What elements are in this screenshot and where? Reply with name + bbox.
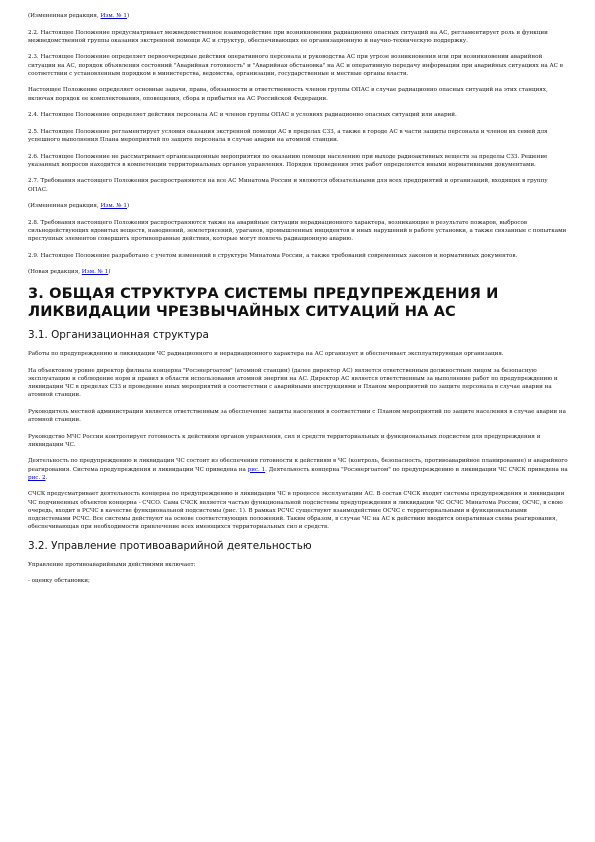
paragraph-2-5: 2.5. Настоящее Положение регламентирует условия оказания экстренной помощи АС в пределах СЗЗ, а также в городе АС в части защиты персонала и членов их семей для успешного выполнения Плана мероприятий по защите персонала в случае аварии на атомной станции. — [28, 128, 548, 143]
paragraph-3-1-a: Работы по предупреждению и ликвидации ЧС радиационного и нерадиационного характера на АС организует и обеспечивает эксплуатирующая организация. — [28, 350, 504, 357]
subsection-3-1-heading: 3.1. Организационная структура — [28, 328, 209, 341]
paragraph-2-2: 2.2. Настоящее Положение предусматривает межведомственное взаимодействие при возникновении радиационно опасных ситуаций на АС, регламентирует роль и функции межведомственной группы оказания экстренной помощи АС и структур, обеспечивающих ее организационную и научно-техническую поддержку. — [28, 29, 548, 44]
paragraph-text: . Деятельность концерна "Росэнергоатом" по предупреждению и ликвидации ЧС СЧСК приведена на — [265, 466, 568, 473]
amendment-link[interactable]: Изм. № 1 — [100, 13, 127, 19]
paragraph-3-1-f: СЧСК предусматривает деятельность концерна по предупреждению и ликвидации ЧС в процессе эксплуатации АС. В состав СЧСК входят системы предупреждения и ликвидации ЧС подчиненных объектов концерна - СЧСО. Сама СЧСК является частью функциональной подсистемы предупреждения и ликвидации ЧС ОСЧС Минатома России, ОСЧС, в свою очередь, входит в РСЧС в качестве функциональной подсистемы (рис. 1). В рамках РСЧС существуют взаимодействие ОСЧС с территориальными и функциональными подсистемами РСЧС. Все системы действуют на основе соответствующих положений. Таким образом, в случае ЧС на АС к действию вводится оперативная схема реагирования, обеспечивающая при необходимости привлечение всех имеющихся территориальных сил и средств. — [28, 491, 565, 531]
figure-2-link[interactable]: рис. 2 — [28, 474, 46, 481]
paragraph-text: Деятельность по предупреждению и ликвидации ЧС состоит из обеспечения готовности к действиям в ЧС (контроль, безопасность, противоаварийное планирование) и аварийного реагирования. Система предупреждения и ликвидации ЧС приведена на — [28, 458, 568, 473]
paragraph-2-9: 2.9. Настоящее Положение разработано с учетом изменений в структуре Минатома России, а также требований современных законов и нормативных документов. — [28, 252, 518, 259]
revision-note-text: (Новая редакция, — [28, 269, 82, 276]
document-page — [28, 12, 568, 594]
paragraph-2-8: 2.8. Требования настоящего Положения распространяются также на аварийные ситуации нерадиационного характера, возникающие в результате пожаров, выбросов сильнодействующих ядовитых веществ, наводнений, землетрясений, ураганов, промышленных инцидентов и иных нарушений в работе установки, а также связанные с попытками преступных элементов совершить противоправные действия, которые могут повлечь радиационную аварию. — [28, 219, 567, 243]
paragraph-text: . — [45, 474, 48, 481]
amendment-link[interactable]: Изм. № 1 — [81, 269, 109, 276]
revision-note-text: ) — [108, 269, 111, 276]
subsection-3-2-heading: 3.2. Управление противоаварийной деятельностью — [28, 539, 312, 552]
paragraph-3-2-a: Управление противоаварийными действиями включает: — [28, 561, 196, 568]
paragraph-2-7: 2.7. Требования настоящего Положения распространяются на все АС Минатома России и являются обязательными для всех предприятий и организаций, входящих в группу ОПАС. — [28, 178, 548, 193]
revision-note — [28, 268, 568, 276]
paragraph-2-6: 2.6. Настоящее Положение не рассматривает организационные мероприятия по оказанию помощи населению при выходе радиоактивных веществ за пределы СЗЗ. Решение указанных вопросов находится в компетенции территориальных органов управления. Порядок проведения этих работ определяется иными нормативными документами. — [28, 153, 548, 168]
revision-note-text: (Измененная редакция, — [28, 203, 101, 210]
revision-note — [28, 12, 568, 20]
revision-note-text: ) — [126, 13, 130, 19]
paragraph-3-1-d: Руководство МЧС России контролирует готовность к действиям органов управления, сил и средств территориальных и функциональных подсистем для предупреждения и ликвидации ЧС. — [28, 433, 541, 448]
paragraph-3-1-e — [28, 457, 568, 482]
revision-note-text: (Измененная редакция, — [28, 13, 101, 19]
paragraph-2-4: 2.4. Настоящее Положение определяет действия персонала АС и членов группы ОПАС в условиях радиационно опасных ситуаций или аварий. — [28, 112, 457, 119]
amendment-link[interactable]: Изм. № 1 — [100, 203, 127, 210]
revision-note-text: ) — [126, 203, 130, 210]
paragraph-3-1-c: Руководитель местной администрации является ответственным за обеспечение защиты населения в соответствии с Планом мероприятий по защите населения в случае аварии на атомной станции. — [28, 408, 566, 423]
paragraph-opas: Настоящее Положение определяет основные задачи, права, обязанности и ответственность членов группы ОПАС в случае радиационно опасных ситуаций на этих станциях, включая порядок ее комплектования, оповещения, сбора и прибытия на АС Российской Федерации. — [28, 87, 548, 102]
paragraph-3-2-b: - оценку обстановки; — [28, 578, 90, 585]
revision-note — [28, 202, 568, 210]
paragraph-3-1-b: На объектовом уровне директор филиала концерна "Росэнергоатом" (атомной станции) (далее директор АС) является ответственным должностным лицом за безопасную эксплуатацию и соблюдение норм и правил в области использования атомной энергии на АС. Директор АС является ответственным за выполнение работ по предупреждению и ликвидации ЧС в пределах СЗЗ и проведение иных мероприятий в соответствии с аварийными инструкциями и Планом мероприятий по защите персонала в случае аварии на атомной станции. — [28, 367, 558, 399]
section-3-heading: 3. ОБЩАЯ СТРУКТУРА СИСТЕМЫ ПРЕДУПРЕЖДЕНИЯ И ЛИКВИДАЦИИ ЧРЕЗВЫЧАЙНЫХ СИТУАЦИЙ НА АС — [28, 284, 499, 320]
figure-1-link[interactable]: рис. 1 — [247, 466, 266, 473]
paragraph-2-3: 2.3. Настоящее Положение определяет первоочередные действия оперативного персонала и руководства АС при угрозе возникновения или при возникновении аварийной ситуации на АС, порядок объявления состояний "Аварийная готовность" и "Аварийная обстановка" на АС и оперативную передачу информации при аварийных ситуациях на АС в соответствии с установленным порядком в министерства, ведомства, организации, государственные и местные органы власти. — [28, 54, 563, 77]
